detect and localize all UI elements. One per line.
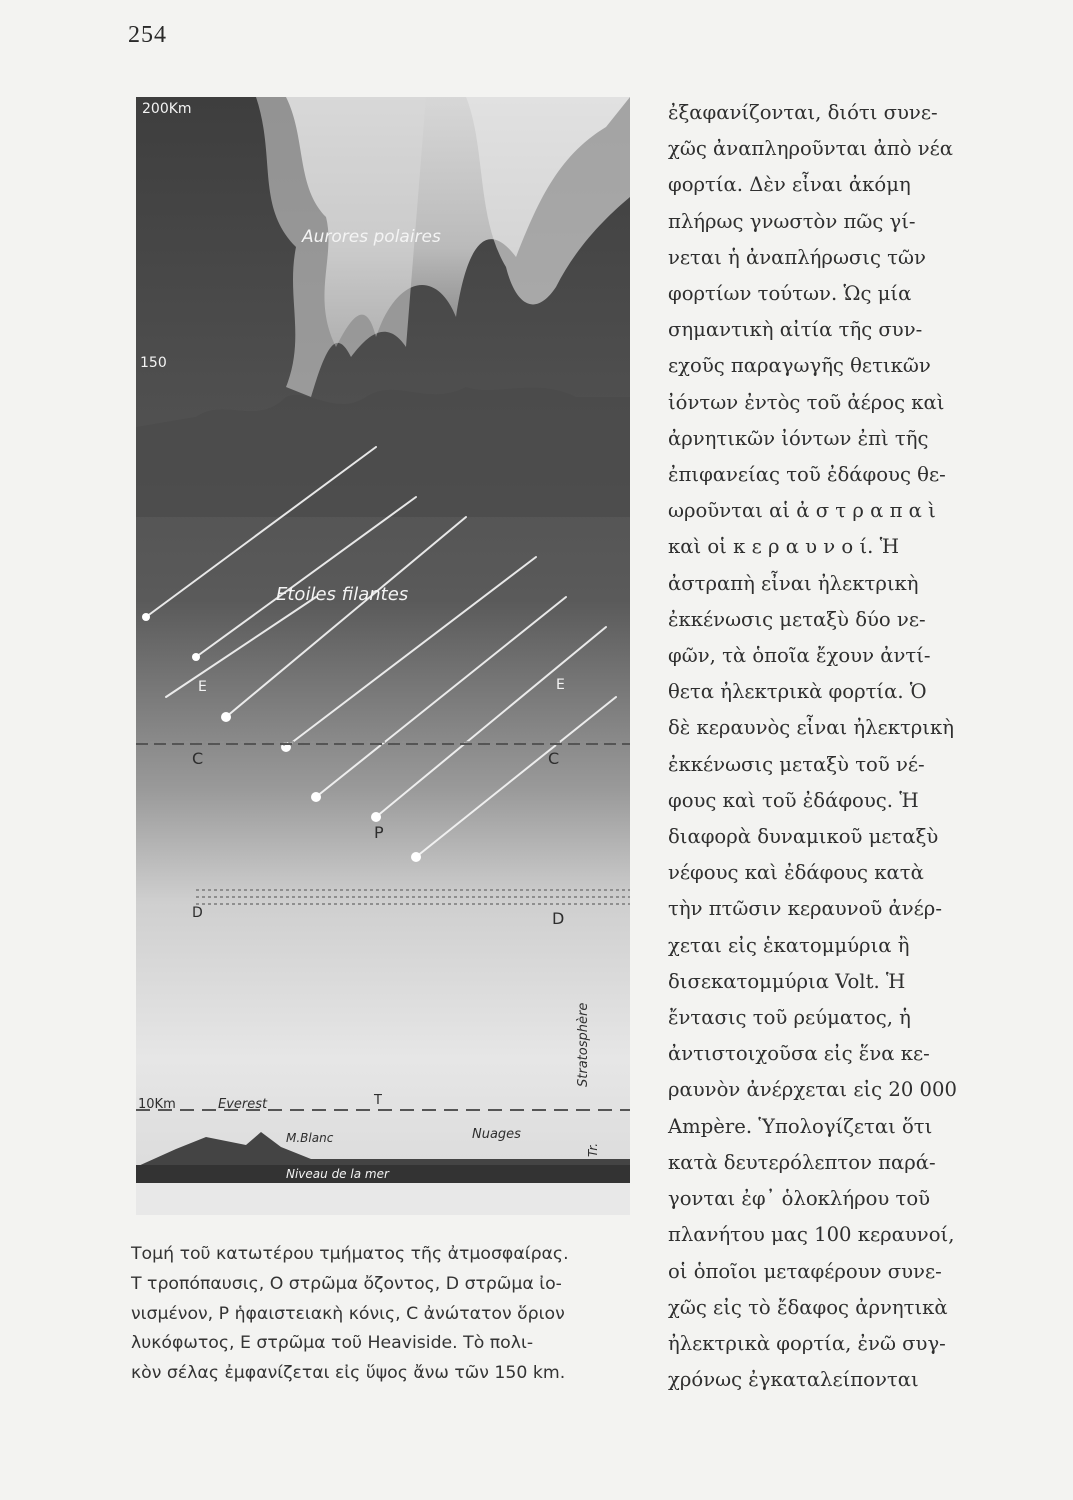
body-line: Ampère. Ὑπολογίζεται ὅτι [668,1114,933,1138]
troposphere-abbrev-label: Tr. [586,1142,600,1157]
caption-line: Τομή τοῦ κατωτέρου τμήματος τῆς ἀτμοσφαίρας. [131,1244,569,1264]
mont-blanc-label: M.Blanc [286,1131,334,1145]
body-line: ραυνὸν ἀνέρχεται εἰς 20 000 [668,1078,957,1102]
body-line: δισεκατομμύρια Volt. Ἡ [668,969,906,993]
layer-e-right-label: E [556,677,565,693]
body-line: τὴν πτῶσιν κεραυνοῦ ἀνέρ- [668,897,942,921]
caption-line: T τροπόπαυσις, O στρῶμα ὄζοντος, D στρῶμα ἰο- [131,1273,562,1294]
body-line: νέφους καὶ ἐδάφους κατὰ [668,861,924,885]
body-line: θετα ἠλεκτρικὰ φορτία. Ὁ [668,680,927,704]
layer-d-right-label: D [552,909,565,928]
aurora-label: Aurores polaires [302,227,441,247]
stratosphere-label: Stratosphère [576,1002,591,1087]
figure-caption [131,1240,666,1389]
body-line: διαφορὰ δυναμικοῦ μεταξὺ [668,825,939,849]
body-line: φους καὶ τοῦ ἐδάφους. Ἡ [668,788,919,812]
layer-e-left-label: E [198,679,207,695]
shooting-stars-label: Etoiles filantes [276,584,409,605]
body-line: δὲ κεραυνὸς εἶναι ἠλεκτρικὴ [668,716,954,740]
body-line: χῶς εἰς τὸ ἔδαφος ἀρνητικὰ [668,1295,948,1319]
layer-d-left-label: D [192,905,203,921]
body-line: ἀστραπὴ εἶναι ἠλεκτρικὴ [668,571,919,595]
body-line: φορτία. Δὲν εἶναι ἀκόμη [668,173,911,197]
body-line: ἔντασις τοῦ ρεύματος, ἡ [668,1006,911,1030]
atmosphere-cross-section-illustration [136,97,630,1215]
body-line: χρόνως ἐγκαταλείπονται [668,1368,919,1392]
sea-level-label: Niveau de la mer [286,1167,389,1181]
clouds-label: Nuages [472,1127,521,1142]
everest-label: Everest [218,1097,268,1112]
body-line: νεται ἡ ἀναπλήρωσις τῶν [668,245,926,269]
atmosphere-figure [136,97,630,1215]
body-line: ἠλεκτρικὰ φορτία, ἐνῶ συγ- [668,1331,946,1355]
body-line: ἀρνητικῶν ἰόντων ἐπὶ τῆς [668,426,929,450]
scale-10km-label: 10Km [138,1097,176,1112]
scale-150-label: 150 [140,355,167,371]
body-text-column [668,95,1013,1398]
tropopause-label: T [374,1093,382,1108]
body-line: πλανήτου μας 100 κεραυνοί, [668,1223,955,1247]
body-line: καὶ οἱ κ ε ρ α υ ν ο ί. Ἡ [668,535,900,559]
scale-200km-label: 200Km [142,101,192,117]
body-line: φορτίων τούτων. Ὡς μία [668,282,912,306]
caption-line: λυκόφωτος, E στρῶμα τοῦ Heaviside. Τὸ πολι- [131,1333,534,1354]
body-line: ἰόντων ἐντὸς τοῦ ἀέρος καὶ [668,390,945,414]
layer-p-label: P [374,823,384,842]
body-line: ἀντιστοιχοῦσα εἰς ἕνα κε- [668,1042,930,1066]
body-line: ωροῦνται αἱ ἀ σ τ ρ α π α ὶ [668,499,936,523]
body-line: ἐπιφανείας τοῦ ἐδάφους θε- [668,463,946,487]
caption-line: νισμένον, P ἡφαιστειακὴ κόνις, C ἀνώτατον ὅριον [131,1303,565,1324]
body-line: ἐξαφανίζονται, διότι συνε- [668,101,938,124]
body-line: κατὰ δευτερόλεπτον παρά- [668,1150,936,1174]
body-line: χεται εἰς ἑκατομμύρια ἢ [668,933,910,957]
layer-c-right-label: C [548,749,560,768]
page-number: 254 [128,22,167,48]
body-line: χῶς ἀναπληροῦνται ἀπὸ νέα [668,137,954,161]
body-line: φῶν, τὰ ὁποῖα ἔχουν ἀντί- [668,644,931,668]
body-line: πλήρως γνωστὸν πῶς γί- [668,209,916,233]
body-line: εχοῦς παραγωγῆς θετικῶν [668,354,931,378]
body-line: ἐκκένωσις μεταξὺ τοῦ νέ- [668,752,925,776]
body-line: ἐκκένωσις μεταξὺ δύο νε- [668,607,926,631]
body-line: σημαντικὴ αἰτία τῆς συν- [668,318,923,342]
caption-line: κὸν σέλας ἐμφανίζεται εἰς ὕψος ἄνω τῶν 150 km. [131,1363,566,1384]
body-line: γονται ἐφ᾽ ὁλοκλήρου τοῦ [668,1187,931,1211]
body-line: οἱ ὁποῖοι μεταφέρουν συνε- [668,1259,942,1283]
layer-c-left-label: C [192,749,204,768]
